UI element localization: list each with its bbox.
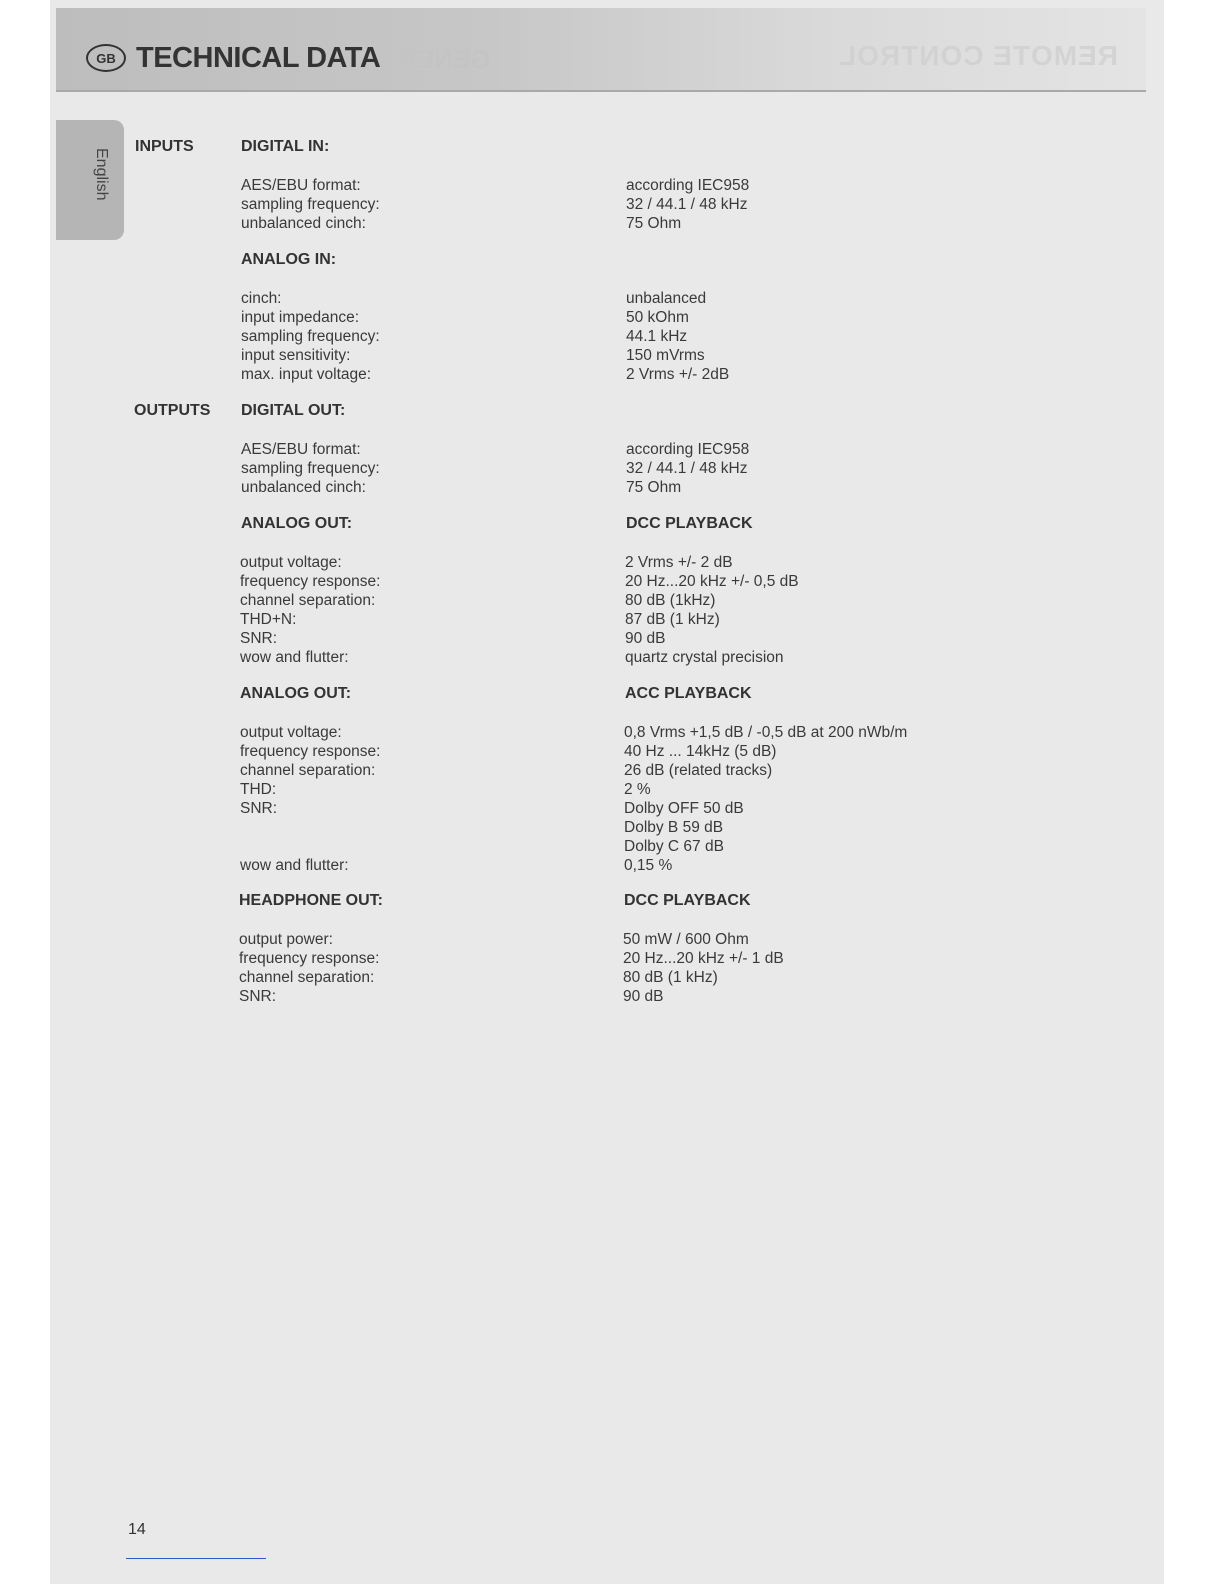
- spec-value: 0,15 %: [624, 857, 673, 874]
- spec-value: 80 dB (1 kHz): [623, 969, 718, 986]
- spec-value: 20 Hz...20 kHz +/- 0,5 dB: [625, 573, 799, 590]
- spec-name: frequency response:: [239, 950, 380, 967]
- spec-name: channel separation:: [239, 969, 375, 986]
- spec-value: 32 / 44.1 / 48 kHz: [626, 196, 748, 213]
- spec-value: Dolby B 59 dB: [624, 819, 724, 836]
- spec-name: channel separation:: [240, 762, 376, 779]
- mode-heading-dcc-playback: DCC PLAYBACK: [626, 515, 753, 532]
- language-tab-label: English: [93, 148, 110, 201]
- group-heading-digital-in: DIGITAL IN:: [241, 138, 330, 155]
- spec-name: max. input voltage:: [241, 366, 372, 383]
- footer-link-underline[interactable]: [126, 1558, 266, 1559]
- spec-name: AES/EBU format:: [241, 441, 361, 458]
- spec-name: SNR:: [240, 630, 278, 647]
- spec-name: input sensitivity:: [241, 347, 351, 364]
- spec-name: frequency response:: [240, 743, 381, 760]
- spec-value: 0,8 Vrms +1,5 dB / -0,5 dB at 200 nWb/m: [624, 724, 908, 741]
- spec-name: cinch:: [241, 290, 282, 307]
- title-text: TECHNICAL DATA: [136, 41, 381, 74]
- spec-value: 75 Ohm: [626, 479, 682, 496]
- spec-name: channel separation:: [240, 592, 376, 609]
- spec-name: SNR:: [240, 800, 278, 817]
- spec-value: 150 mVrms: [626, 347, 705, 364]
- spec-name: input impedance:: [241, 309, 360, 326]
- spec-value: according IEC958: [626, 441, 750, 458]
- group-heading-headphone-out: HEADPHONE OUT:: [239, 892, 384, 909]
- spec-name: THD:: [240, 781, 277, 798]
- spec-value: Dolby C 67 dB: [624, 838, 724, 855]
- spec-name: wow and flutter:: [240, 857, 349, 874]
- spec-name: frequency response:: [240, 573, 381, 590]
- group-heading-analog-out-dcc: ANALOG OUT:: [241, 515, 353, 532]
- spec-value: 40 Hz ... 14kHz (5 dB): [624, 743, 777, 760]
- group-heading-digital-out: DIGITAL OUT:: [241, 402, 346, 419]
- group-heading-analog-out-acc: ANALOG OUT:: [240, 685, 352, 702]
- spec-value: 87 dB (1 kHz): [625, 611, 720, 628]
- spec-value: Dolby OFF 50 dB: [624, 800, 744, 817]
- manual-page: [50, 0, 1164, 1584]
- spec-name: unbalanced cinch:: [241, 479, 366, 496]
- spec-name: sampling frequency:: [241, 460, 380, 477]
- spec-name: unbalanced cinch:: [241, 215, 366, 232]
- page-number: 14: [128, 1521, 146, 1538]
- spec-name: sampling frequency:: [241, 196, 380, 213]
- spec-name: SNR:: [239, 988, 277, 1005]
- spec-value: 20 Hz...20 kHz +/- 1 dB: [623, 950, 784, 967]
- spec-name: output power:: [239, 931, 333, 948]
- spec-value: 80 dB (1kHz): [625, 592, 716, 609]
- spec-value: 44.1 kHz: [626, 328, 688, 345]
- spec-value: 2 Vrms +/- 2 dB: [625, 554, 733, 571]
- spec-name: THD+N:: [240, 611, 297, 628]
- spec-value: 75 Ohm: [626, 215, 682, 232]
- bleed-through-text-left: GENER: [398, 44, 491, 74]
- mode-heading-acc-playback: ACC PLAYBACK: [625, 685, 752, 702]
- spec-value: 50 kOhm: [626, 309, 689, 326]
- spec-name: output voltage:: [240, 724, 342, 741]
- spec-value: 90 dB: [623, 988, 664, 1005]
- spec-name: AES/EBU format:: [241, 177, 361, 194]
- spec-value: 32 / 44.1 / 48 kHz: [626, 460, 748, 477]
- language-tab: [56, 120, 124, 240]
- spec-name: sampling frequency:: [241, 328, 380, 345]
- spec-value: 26 dB (related tracks): [624, 762, 773, 779]
- gb-language-badge: GB: [86, 44, 126, 72]
- spec-value: unbalanced: [626, 290, 707, 307]
- spec-value: according IEC958: [626, 177, 750, 194]
- page-title: [86, 36, 380, 80]
- spec-name: wow and flutter:: [240, 649, 349, 666]
- group-heading-analog-in: ANALOG IN:: [241, 251, 337, 268]
- bleed-through-text-right: REMOTE CONTROL: [838, 40, 1118, 71]
- spec-value: 2 %: [624, 781, 651, 798]
- section-label-outputs: OUTPUTS: [134, 402, 211, 419]
- spec-value: 2 Vrms +/- 2dB: [626, 366, 730, 383]
- spec-value: 50 mW / 600 Ohm: [623, 931, 749, 948]
- spec-value: 90 dB: [625, 630, 666, 647]
- spec-name: output voltage:: [240, 554, 342, 571]
- mode-heading-dcc-playback: DCC PLAYBACK: [624, 892, 751, 909]
- section-label-inputs: INPUTS: [135, 138, 194, 155]
- spec-value: quartz crystal precision: [625, 649, 784, 666]
